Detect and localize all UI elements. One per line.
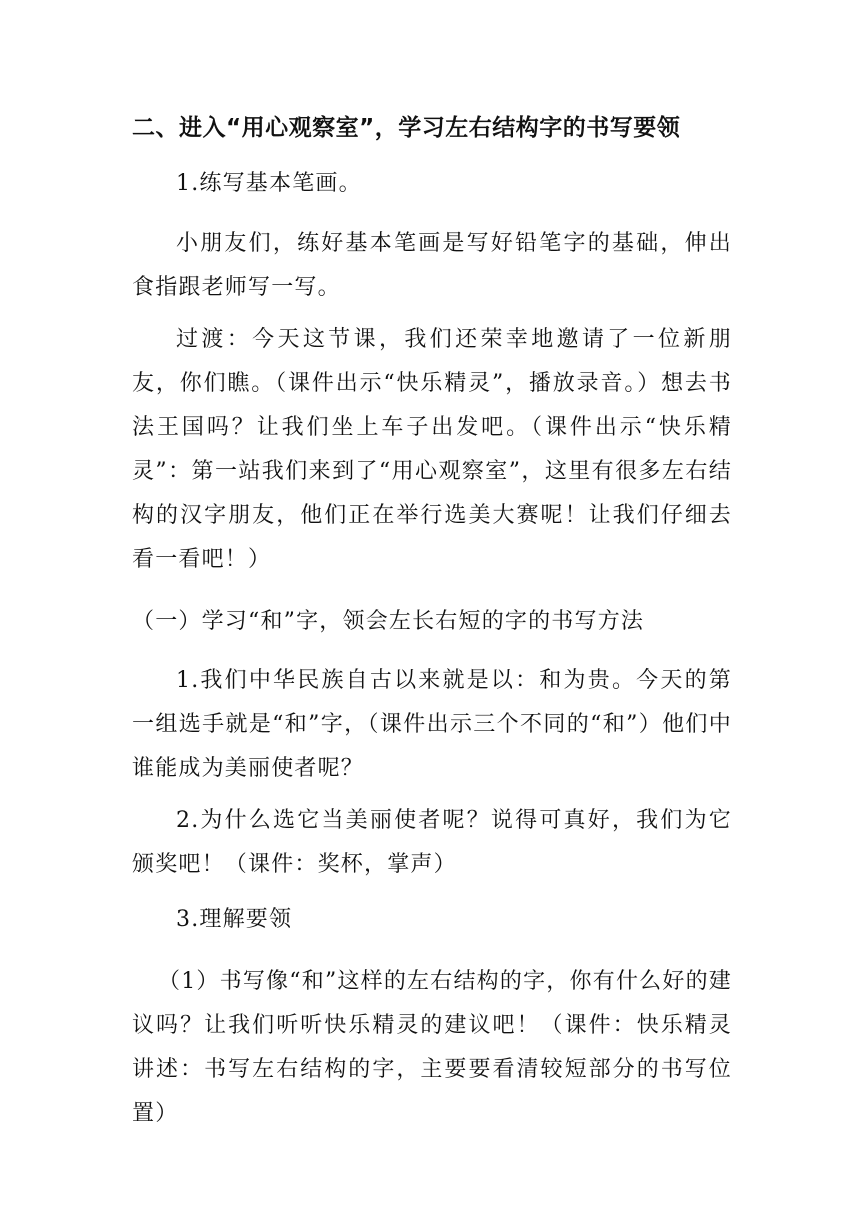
paragraph-basic-strokes: 小朋友们，练好基本笔画是写好铅笔字的基础，伸出食指跟老师写一写。 [132, 231, 732, 300]
paragraph-transition: 过渡：今天这节课，我们还荣幸地邀请了一位新朋友，你们瞧。（课件出示“快乐精灵”，播放录音。）想去书法王国吗？让我们坐上车子出发吧。（课件出示“快乐精灵”：第一站我们来到了“用心观察室”，这里有很多左右结构的汉字朋友，他们正在举行选美大赛呢！让我们仔细去看一看吧！） [132, 327, 732, 572]
section-heading: 二、进入“用心观察室”，学习左右结构字的书写要领 [132, 115, 681, 141]
paragraph-understand-key-points: 3.理解要领 [176, 907, 293, 932]
subsection-heading: （一）学习“和”字，领会左长右短的字的书写方法 [132, 609, 645, 634]
paragraph-writing-suggestion: （1）书写像“和”这样的左右结构的字，你有什么好的建议吗？让我们听听快乐精灵的建议吧！（课件：快乐精灵讲述：书写左右结构的字，主要要看清较短部分的书写位置） [132, 969, 732, 1126]
paragraph-practice-strokes: 1.练写基本笔画。 [176, 171, 362, 196]
paragraph-he-character: 1.我们中华民族自古以来就是以：和为贵。今天的第一组选手就是“和”字，（课件出示三个不同的“和”）他们中谁能成为美丽使者呢？ [132, 668, 732, 781]
paragraph-award: 2.为什么选它当美丽使者呢？说得可真好，我们为它颁奖吧！（课件：奖杯，掌声） [132, 808, 732, 877]
